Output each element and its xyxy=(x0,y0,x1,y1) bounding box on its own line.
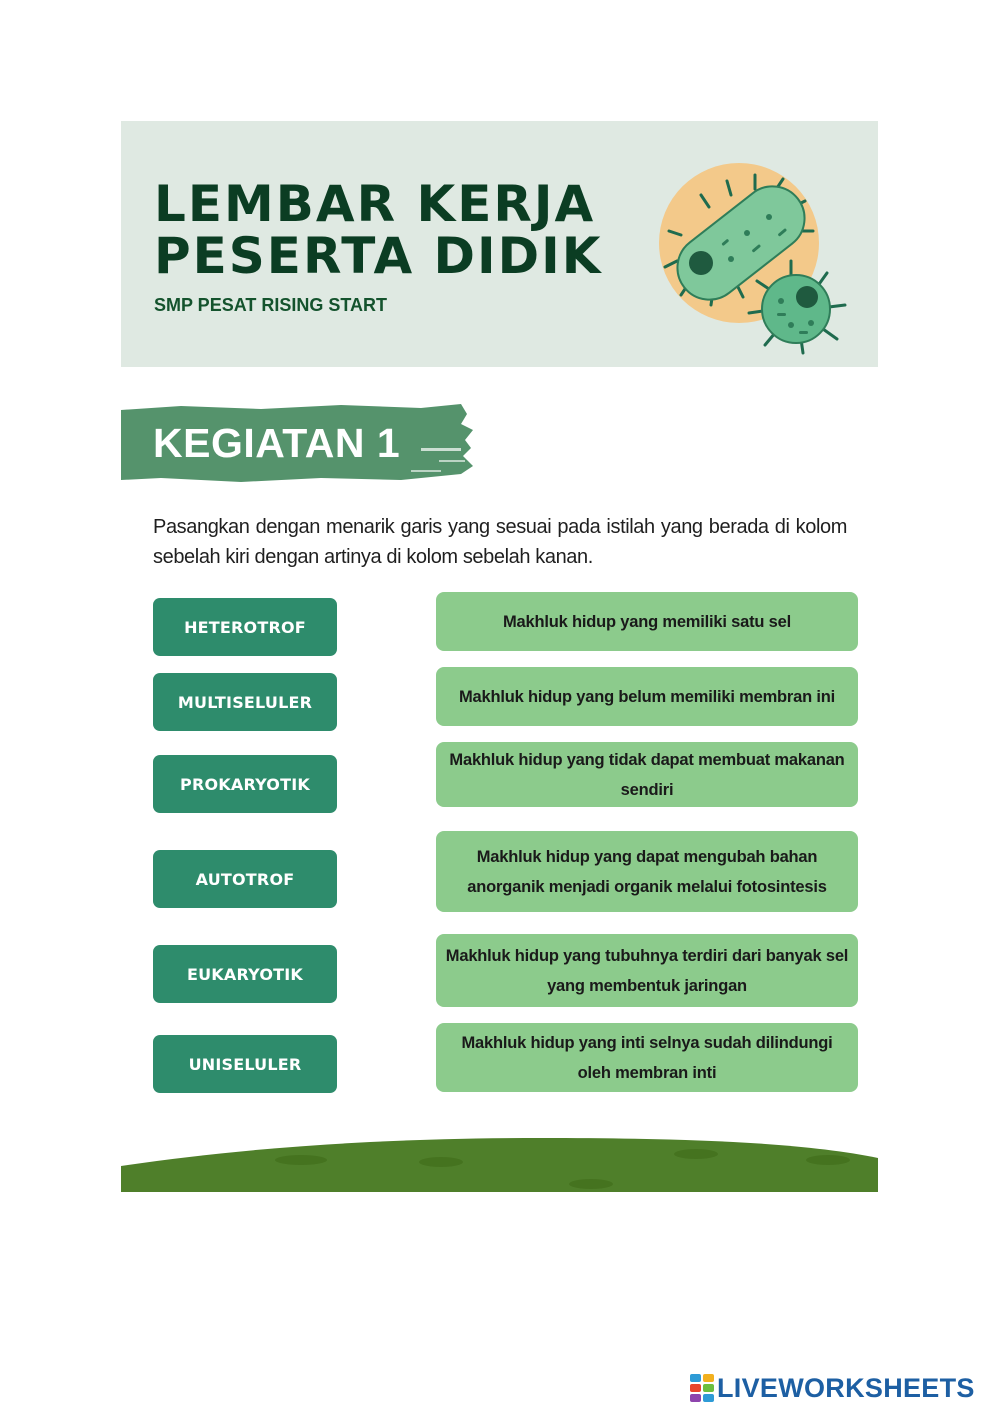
section-title: KEGIATAN 1 xyxy=(153,420,401,466)
definition-2[interactable]: Makhluk hidup yang belum memiliki membran ini xyxy=(436,667,858,726)
term-autotrof[interactable]: AUTOTROF xyxy=(153,850,337,908)
definition-5[interactable]: Makhluk hidup yang tubuhnya terdiri dari banyak sel yang membentuk jaringan xyxy=(436,934,858,1007)
worksheet-header xyxy=(121,121,878,367)
liveworksheets-logo-icon xyxy=(690,1374,714,1402)
grass-hill-decoration xyxy=(121,1132,878,1192)
page-title-line-2: PESERTA DIDIK xyxy=(154,227,603,285)
definition-6[interactable]: Makhluk hidup yang inti selnya sudah dilindungi oleh membran inti xyxy=(436,1023,858,1092)
page-title-line-1: LEMBAR KERJA xyxy=(154,175,596,233)
term-multiseluler[interactable]: MULTISELULER xyxy=(153,673,337,731)
bacteria-icon xyxy=(651,155,851,355)
instructions-text: Pasangkan dengan menarik garis yang sesuai pada istilah yang berada di kolom sebelah kiri dengan artinya di kolom sebelah kanan. xyxy=(153,516,847,568)
term-uniseluler[interactable]: UNISELULER xyxy=(153,1035,337,1093)
school-name: SMP PESAT RISING START xyxy=(154,295,388,315)
term-eukaryotik[interactable]: EUKARYOTIK xyxy=(153,945,337,1003)
definition-1[interactable]: Makhluk hidup yang memiliki satu sel xyxy=(436,592,858,651)
brand-name: LIVEWORKSHEETS xyxy=(717,1372,975,1403)
definition-4[interactable]: Makhluk hidup yang dapat mengubah bahan anorganik menjadi organik melalui fotosintesis xyxy=(436,831,858,912)
definition-3[interactable]: Makhluk hidup yang tidak dapat membuat makanan sendiri xyxy=(436,742,858,807)
liveworksheets-brand xyxy=(690,1372,975,1404)
term-heterotrof[interactable]: HETEROTROF xyxy=(153,598,337,656)
term-prokaryotik[interactable]: PROKARYOTIK xyxy=(153,755,337,813)
